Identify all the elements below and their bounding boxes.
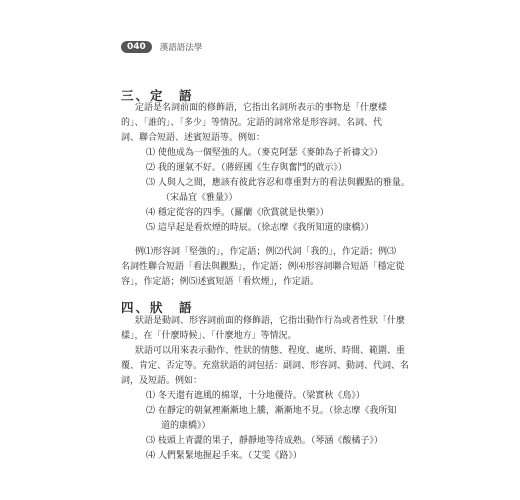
paragraph-line: 的」、「誰的」、「多少」等情況。定語的詞常常是形容詞、名詞、代 [121,118,383,128]
paragraph-line: 狀語可以用來表示動作、性狀的情態、程度、處所、時間、範圍、重 [135,346,406,356]
note-line: 例⑴形容詞「堅強的」，作定語；例⑵代詞「我的」，作定語；例⑶ [135,247,397,257]
example-line: ⑶ 人與人之間，應該有彼此容忍和尊重對方的看法與觀點的雅量。 [146,178,410,188]
page-number: 040 [121,41,152,53]
example-line: ⑷ 穩定從容的四季。（羅蘭《欣賞就是快樂》） [146,208,329,218]
section-heading-dingyu: 三、定 語 [121,88,194,103]
example-line: ⑷ 人們緊緊地握起手來。（艾雯《路》） [146,451,302,461]
example-line: ⑸ 這早起是看炊煙的時辰。（徐志摩《我所知道的康橋》） [146,223,374,233]
running-head: 漢語語法學 [159,43,203,53]
note-line: 名詞性聯合短語「看法與觀點」，作定語；例⑷形容詞聯合短語「穩定從 [121,262,405,272]
note-line: 容」，作定語；例⑸述賓短語「看炊煙」，作定語。 [121,277,320,287]
example-line: ⑵ 我的運氣不好。（蔣經國《生存與奮鬥的啟示》） [146,163,347,173]
paragraph-line: 定語是名詞前面的修飾語，它指出名詞所表示的事物是「什麼樣 [135,103,388,113]
paragraph-line: 覆、肯定、否定等。充當狀語的詞包括：副詞、形容詞、動詞、代詞、名 [121,361,410,371]
example-line: 道的康橋》） [161,421,211,431]
example-line: ⑶ 枝頭上青澀的果子，靜靜地等待成熟。（琴涵《酸橘子》） [146,436,383,446]
section-heading-zhuangyu: 四、狀 語 [121,300,194,315]
paragraph-line: 詞，及短語。例如： [121,376,203,386]
page-header [121,40,202,54]
example-line: ⑴ 冬天還有遮風的棉罩，十分地優待。（梁實秋《鳥》） [146,391,365,401]
example-line: （宋晶宜《雅量》） [161,193,238,203]
example-line: ⑴ 使他成為一個堅強的人。（麥克阿瑟《麥帥為子祈禱文》） [146,148,383,158]
paragraph-line: 狀語是動詞、形容詞前面的修飾語，它指出動作行為或者性狀「什麼 [135,316,406,326]
example-line: ⑵ 在靜定的朝氣裡漸漸地上騰，漸漸地不見。（徐志摩《我所知 [146,406,397,416]
paragraph-line: 樣」，在「什麼時候」、「什麼地方」等情況。 [121,331,297,341]
paragraph-line: 詞、聯合短語、述賓短語等。例如： [121,133,266,143]
